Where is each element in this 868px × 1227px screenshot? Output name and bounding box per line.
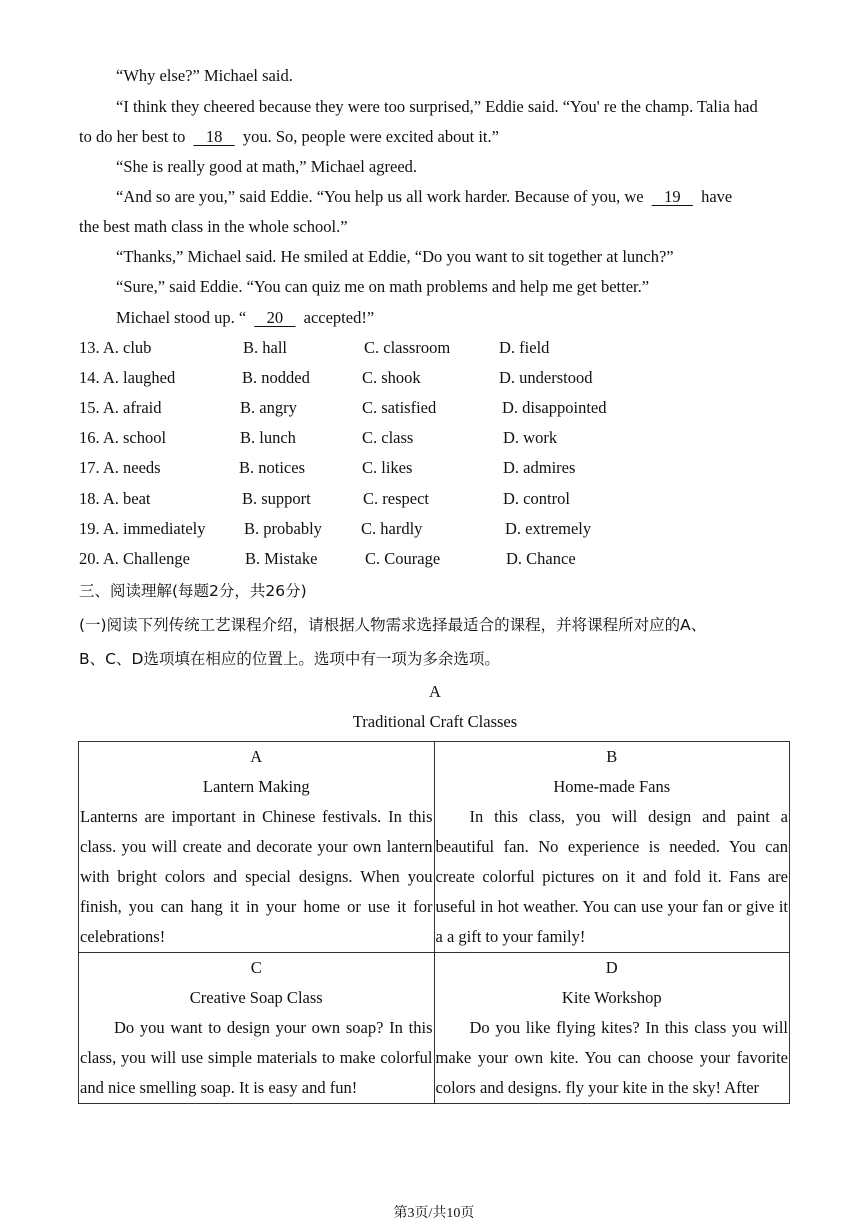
- option-d[interactable]: D. admires: [503, 458, 576, 477]
- option-d[interactable]: D. Chance: [506, 549, 576, 568]
- passage-line: “Why else?” Michael said.: [116, 66, 293, 85]
- option-row-17: [79, 453, 791, 483]
- class-letter: C: [250, 958, 262, 977]
- class-cell-b: [434, 742, 790, 953]
- option-a[interactable]: 14. A. laughed: [79, 368, 176, 387]
- option-b[interactable]: B. hall: [243, 338, 287, 357]
- passage-line: “Thanks,” Michael said. He smiled at Eddie, “Do you want to sit together at lunch?”: [116, 247, 674, 266]
- option-c[interactable]: C. respect: [363, 489, 429, 508]
- option-row-15: [79, 393, 791, 423]
- option-a[interactable]: 16. A. school: [79, 428, 167, 447]
- option-a[interactable]: 19. A. immediately: [79, 519, 206, 538]
- passage-text: “And so are you,” said Eddie. “You help us all work harder. Because of you, we: [116, 187, 644, 206]
- passage-text: have: [701, 187, 733, 206]
- class-cell-d: [434, 953, 790, 1104]
- class-cell-c: [79, 953, 435, 1104]
- option-a[interactable]: 17. A. needs: [79, 458, 161, 477]
- class-letter: B: [606, 747, 618, 766]
- passage-text: accepted!”: [303, 308, 375, 327]
- option-d[interactable]: D. disappointed: [502, 398, 607, 417]
- option-b[interactable]: B. nodded: [242, 368, 310, 387]
- page-number: 第3页/共10页: [393, 1206, 475, 1221]
- passage-text: Michael stood up. “: [116, 308, 247, 327]
- option-b[interactable]: B. lunch: [240, 428, 296, 447]
- passage-line: “Sure,” said Eddie. “You can quiz me on math problems and help me get better.”: [116, 277, 650, 296]
- option-d[interactable]: D. work: [503, 428, 558, 447]
- table-row: [79, 953, 790, 1104]
- class-name: Home-made Fans: [553, 777, 671, 796]
- option-c[interactable]: C. Courage: [365, 549, 441, 568]
- option-row-20: [79, 544, 791, 574]
- passage-line: “I think they cheered because they were too surprised,” Eddie said. “You' re the champ. Talia had: [116, 97, 758, 116]
- option-d[interactable]: D. extremely: [505, 519, 592, 538]
- option-b[interactable]: B. probably: [244, 519, 322, 538]
- class-cell-a: [79, 742, 435, 953]
- option-b[interactable]: B. Mistake: [245, 549, 318, 568]
- section-instruction: (一)阅读下列传统工艺课程介绍，请根据人物需求选择最适合的课程，并将课程所对应的A、: [79, 616, 707, 634]
- passage-line: [116, 182, 791, 212]
- option-c[interactable]: C. shook: [362, 368, 421, 387]
- passage-text: you. So, people were excited about it.”: [242, 127, 499, 146]
- option-c[interactable]: C. likes: [362, 458, 413, 477]
- class-name: Lantern Making: [202, 777, 310, 796]
- class-description: Do you like flying kites? In this class you will make your own kite. You can choose your favorite colors and designs. fly your kite in the sky! After: [435, 1018, 788, 1097]
- passage-letter: A: [429, 682, 441, 701]
- class-description: In this class, you will design and paint a beautiful fan. No experience is needed. You can create colorful pictures on it and fold it. Fans are useful in hot weather. You can use your fan or give it a a gift to your family!: [435, 807, 788, 946]
- option-b[interactable]: B. angry: [240, 398, 297, 417]
- option-a[interactable]: 20. A. Challenge: [79, 549, 190, 568]
- passage-line: the best math class in the whole school.”: [79, 217, 348, 236]
- class-description: Lanterns are important in Chinese festivals. In this class. you will create and decorate your own lantern with bright colors and special designs. When you finish, you can hang it in your home or use it for celebrations!: [80, 807, 433, 946]
- option-row-19: [79, 514, 791, 544]
- option-c[interactable]: C. hardly: [361, 519, 423, 538]
- passage-line: [79, 122, 791, 152]
- option-b[interactable]: B. support: [242, 489, 311, 508]
- class-letter: D: [605, 958, 618, 977]
- option-a[interactable]: 13. A. club: [79, 338, 152, 357]
- option-c[interactable]: C. satisfied: [362, 398, 437, 417]
- class-letter: A: [250, 747, 263, 766]
- passage-title: Traditional Craft Classes: [352, 712, 518, 731]
- option-row-18: [79, 484, 791, 514]
- section-heading: 三、阅读理解(每题2分，共26分): [79, 582, 307, 600]
- blank-20[interactable]: 20: [266, 308, 284, 327]
- passage-line: “She is really good at math,” Michael agreed.: [116, 157, 418, 176]
- option-row-13: [79, 333, 791, 363]
- blank-19[interactable]: 19: [664, 187, 681, 206]
- table-row: [79, 742, 790, 953]
- blank-18[interactable]: 18: [205, 127, 223, 146]
- option-b[interactable]: B. notices: [239, 458, 305, 477]
- option-d[interactable]: D. field: [499, 338, 550, 357]
- class-description: Do you want to design your own soap? In this class, you will use simple materials to make colorful and nice smelling soap. It is easy and fun!: [80, 1018, 433, 1097]
- passage-line: [116, 303, 791, 333]
- option-c[interactable]: C. class: [362, 428, 414, 447]
- passage-text: to do her best to: [79, 127, 186, 146]
- option-row-14: [79, 363, 791, 393]
- option-c[interactable]: C. classroom: [364, 338, 451, 357]
- craft-classes-table: [78, 741, 790, 1104]
- class-name: Creative Soap Class: [189, 988, 323, 1007]
- section-instruction: B、C、D选项填在相应的位置上。选项中有一项为多余选项。: [79, 650, 500, 668]
- option-d[interactable]: D. understood: [499, 368, 593, 387]
- option-row-16: [79, 423, 791, 453]
- option-a[interactable]: 18. A. beat: [79, 489, 151, 508]
- class-name: Kite Workshop: [561, 988, 662, 1007]
- option-d[interactable]: D. control: [503, 489, 570, 508]
- option-a[interactable]: 15. A. afraid: [79, 398, 162, 417]
